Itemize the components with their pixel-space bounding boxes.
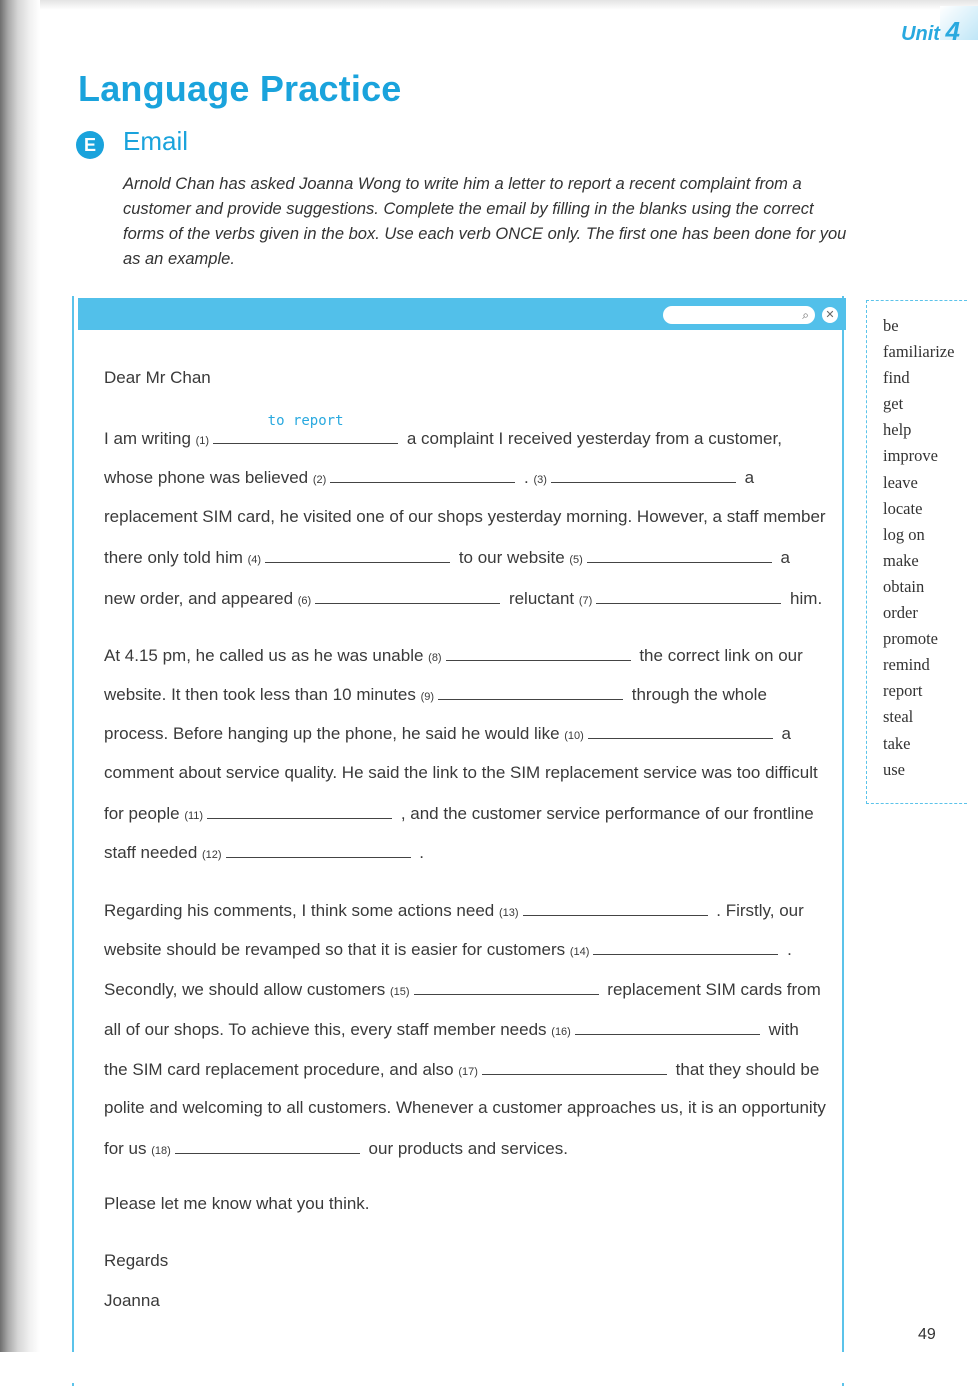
- line-text: polite and welcoming to all customers. Whenever a customer approaches us, it is an opportunity: [104, 1098, 826, 1117]
- line-text: .: [414, 843, 425, 862]
- line-text: .: [519, 468, 534, 487]
- line-text: with: [763, 1020, 799, 1039]
- verb-item: take: [883, 733, 911, 753]
- verb-item: make: [883, 550, 919, 570]
- verb-item: order: [883, 603, 918, 623]
- verb-item: remind: [883, 655, 930, 675]
- line-text: a: [776, 724, 792, 743]
- line-text: the correct link on our: [634, 646, 803, 665]
- answer-blank[interactable]: [575, 1018, 760, 1035]
- blank-number: (12): [202, 849, 222, 861]
- line-text: website. It then took less than 10 minutes: [104, 685, 421, 704]
- verb-item: log on: [883, 524, 925, 544]
- verb-item: obtain: [883, 576, 925, 596]
- section-title: Email: [123, 126, 189, 156]
- answer-blank[interactable]: [588, 722, 773, 739]
- line-text: replacement SIM cards from: [602, 980, 821, 999]
- blank-number: (14): [569, 946, 590, 958]
- blank-number: (18): [151, 1145, 171, 1157]
- instructions: Arnold Chan has asked Joanna Wong to write him a letter to report a recent complaint from a customer and provide suggestions. Complete the email by filling in the blanks using the correct forms of the verbs given in the box. Use each verb ONCE only. The first one has been done for you as an example.: [123, 175, 847, 268]
- email-line: [104, 1018, 799, 1040]
- search-input[interactable]: [663, 306, 815, 324]
- email-line: [104, 722, 791, 744]
- verb-item: improve: [883, 446, 938, 466]
- book-binding-shadow: [0, 0, 40, 1352]
- line-text: the SIM card replacement procedure, and also: [104, 1060, 459, 1079]
- line-text: replacement SIM card, he visited one of our shops yesterday morning. However, a staff member: [104, 507, 826, 526]
- answer-blank[interactable]: [438, 683, 623, 700]
- line-text: process. Before hanging up the phone, he said he would like: [104, 724, 565, 743]
- line-text: staff needed: [104, 843, 202, 862]
- verb-item: locate: [883, 498, 923, 518]
- email-line: [104, 938, 792, 960]
- email-signoff: Regards: [104, 1251, 169, 1270]
- line-text: Regarding his comments, I think some actions need: [104, 901, 499, 920]
- page-number: 49: [918, 1326, 936, 1343]
- page-title: Language Practice: [78, 68, 402, 109]
- line-text: for us: [104, 1139, 152, 1158]
- line-text: new order, and appeared: [104, 589, 298, 608]
- email-line: [104, 683, 767, 705]
- unit-number: 4: [945, 16, 960, 46]
- blank-number: (7): [578, 595, 593, 607]
- email-line: [104, 413, 782, 449]
- blank-number: (6): [297, 595, 312, 607]
- unit-label-text: Unit: [901, 23, 940, 45]
- answer-blank[interactable]: [265, 546, 450, 563]
- answer-blank[interactable]: [175, 1137, 360, 1154]
- section-badge: E: [76, 131, 104, 159]
- email-closing-request: Please let me know what you think.: [104, 1194, 370, 1213]
- email-line: [104, 899, 804, 921]
- email-line: [104, 1137, 568, 1159]
- answer-blank[interactable]: [446, 644, 631, 661]
- line-text: that they should be: [670, 1060, 820, 1079]
- email-line: [104, 587, 822, 609]
- page-top-shadow: [0, 0, 978, 10]
- answer-blank[interactable]: [315, 587, 500, 604]
- blank-number: (2): [312, 474, 327, 486]
- search-icon[interactable]: ⌕: [802, 308, 809, 322]
- line-text: At 4.15 pm, he called us as he was unable: [104, 646, 429, 665]
- email-line: [104, 1058, 819, 1080]
- line-text: for people: [104, 804, 185, 823]
- line-text: all of our shops. To achieve this, every staff member needs: [104, 1020, 552, 1039]
- line-text: through the whole: [627, 685, 767, 704]
- verb-item: use: [883, 759, 905, 779]
- line-text: to our website: [454, 548, 570, 567]
- email-signature: Joanna: [104, 1291, 160, 1310]
- verb-item: help: [883, 420, 912, 440]
- line-text: a: [775, 548, 791, 567]
- line-text: comment about service quality. He said the link to the SIM replacement service was too difficult: [104, 763, 818, 782]
- line-text: .: [782, 940, 792, 959]
- answer-blank[interactable]: [207, 802, 392, 819]
- email-line: [104, 763, 818, 783]
- line-text: him.: [785, 589, 823, 608]
- answer-blank[interactable]: [523, 899, 708, 916]
- email-line: [104, 644, 803, 666]
- answer-blank[interactable]: [551, 466, 736, 483]
- verb-item: be: [883, 316, 899, 335]
- answer-blank[interactable]: [213, 413, 398, 444]
- blank-number: (1): [195, 435, 210, 447]
- answer-blank[interactable]: [414, 978, 599, 995]
- blank-number: (13): [498, 907, 519, 919]
- email-line: [104, 1098, 826, 1118]
- unit-label: [901, 16, 960, 47]
- email-line: [104, 802, 814, 824]
- verb-item: steal: [883, 707, 914, 727]
- line-text: a: [739, 468, 755, 487]
- line-text: I am writing: [104, 429, 196, 448]
- line-text: our products and services.: [363, 1139, 568, 1158]
- line-text: website should be revamped so that it is easier for customers: [104, 940, 570, 959]
- blank-number: (16): [551, 1026, 571, 1038]
- line-text: Secondly, we should allow customers: [104, 980, 390, 999]
- verb-item: familiarize: [883, 342, 955, 362]
- email-line: [104, 546, 790, 568]
- email-line: [104, 841, 424, 863]
- line-text: reluctant: [504, 589, 579, 608]
- email-greeting: Dear Mr Chan: [104, 368, 211, 387]
- blank-number: (8): [428, 652, 442, 664]
- answer-blank[interactable]: [226, 841, 411, 858]
- blank-number: (15): [390, 986, 410, 998]
- line-text: a complaint I received yesterday from a customer,: [402, 429, 782, 448]
- page-bottom-margin: [0, 1352, 978, 1383]
- answer-blank[interactable]: [587, 546, 772, 563]
- example-answer: to report: [267, 413, 344, 429]
- blank-number: (3): [533, 474, 547, 486]
- verb-item: find: [883, 368, 910, 388]
- blank-number: (17): [458, 1066, 478, 1078]
- answer-blank[interactable]: [330, 466, 515, 483]
- line-text: there only told him: [104, 548, 248, 567]
- verb-item: report: [883, 681, 923, 701]
- close-icon[interactable]: ✕: [822, 307, 838, 323]
- answer-blank[interactable]: [593, 938, 778, 955]
- blank-number: (9): [420, 691, 435, 703]
- verb-list: [883, 316, 954, 786]
- verb-item: get: [883, 394, 904, 414]
- email-line: [104, 978, 821, 1000]
- line-text: , and the customer service performance of our frontline: [396, 804, 814, 823]
- blank-number: (11): [184, 810, 204, 822]
- line-text: whose phone was believed: [104, 468, 313, 487]
- blank-number: (10): [564, 730, 584, 742]
- blank-number: (5): [569, 554, 583, 566]
- email-line: [104, 466, 754, 488]
- answer-blank[interactable]: [596, 587, 781, 604]
- line-text: . Firstly, our: [711, 901, 804, 920]
- verb-item: promote: [883, 629, 938, 649]
- verb-item: leave: [883, 472, 918, 492]
- blank-number: (4): [247, 554, 262, 566]
- answer-blank[interactable]: [482, 1058, 667, 1075]
- email-line: [104, 507, 826, 527]
